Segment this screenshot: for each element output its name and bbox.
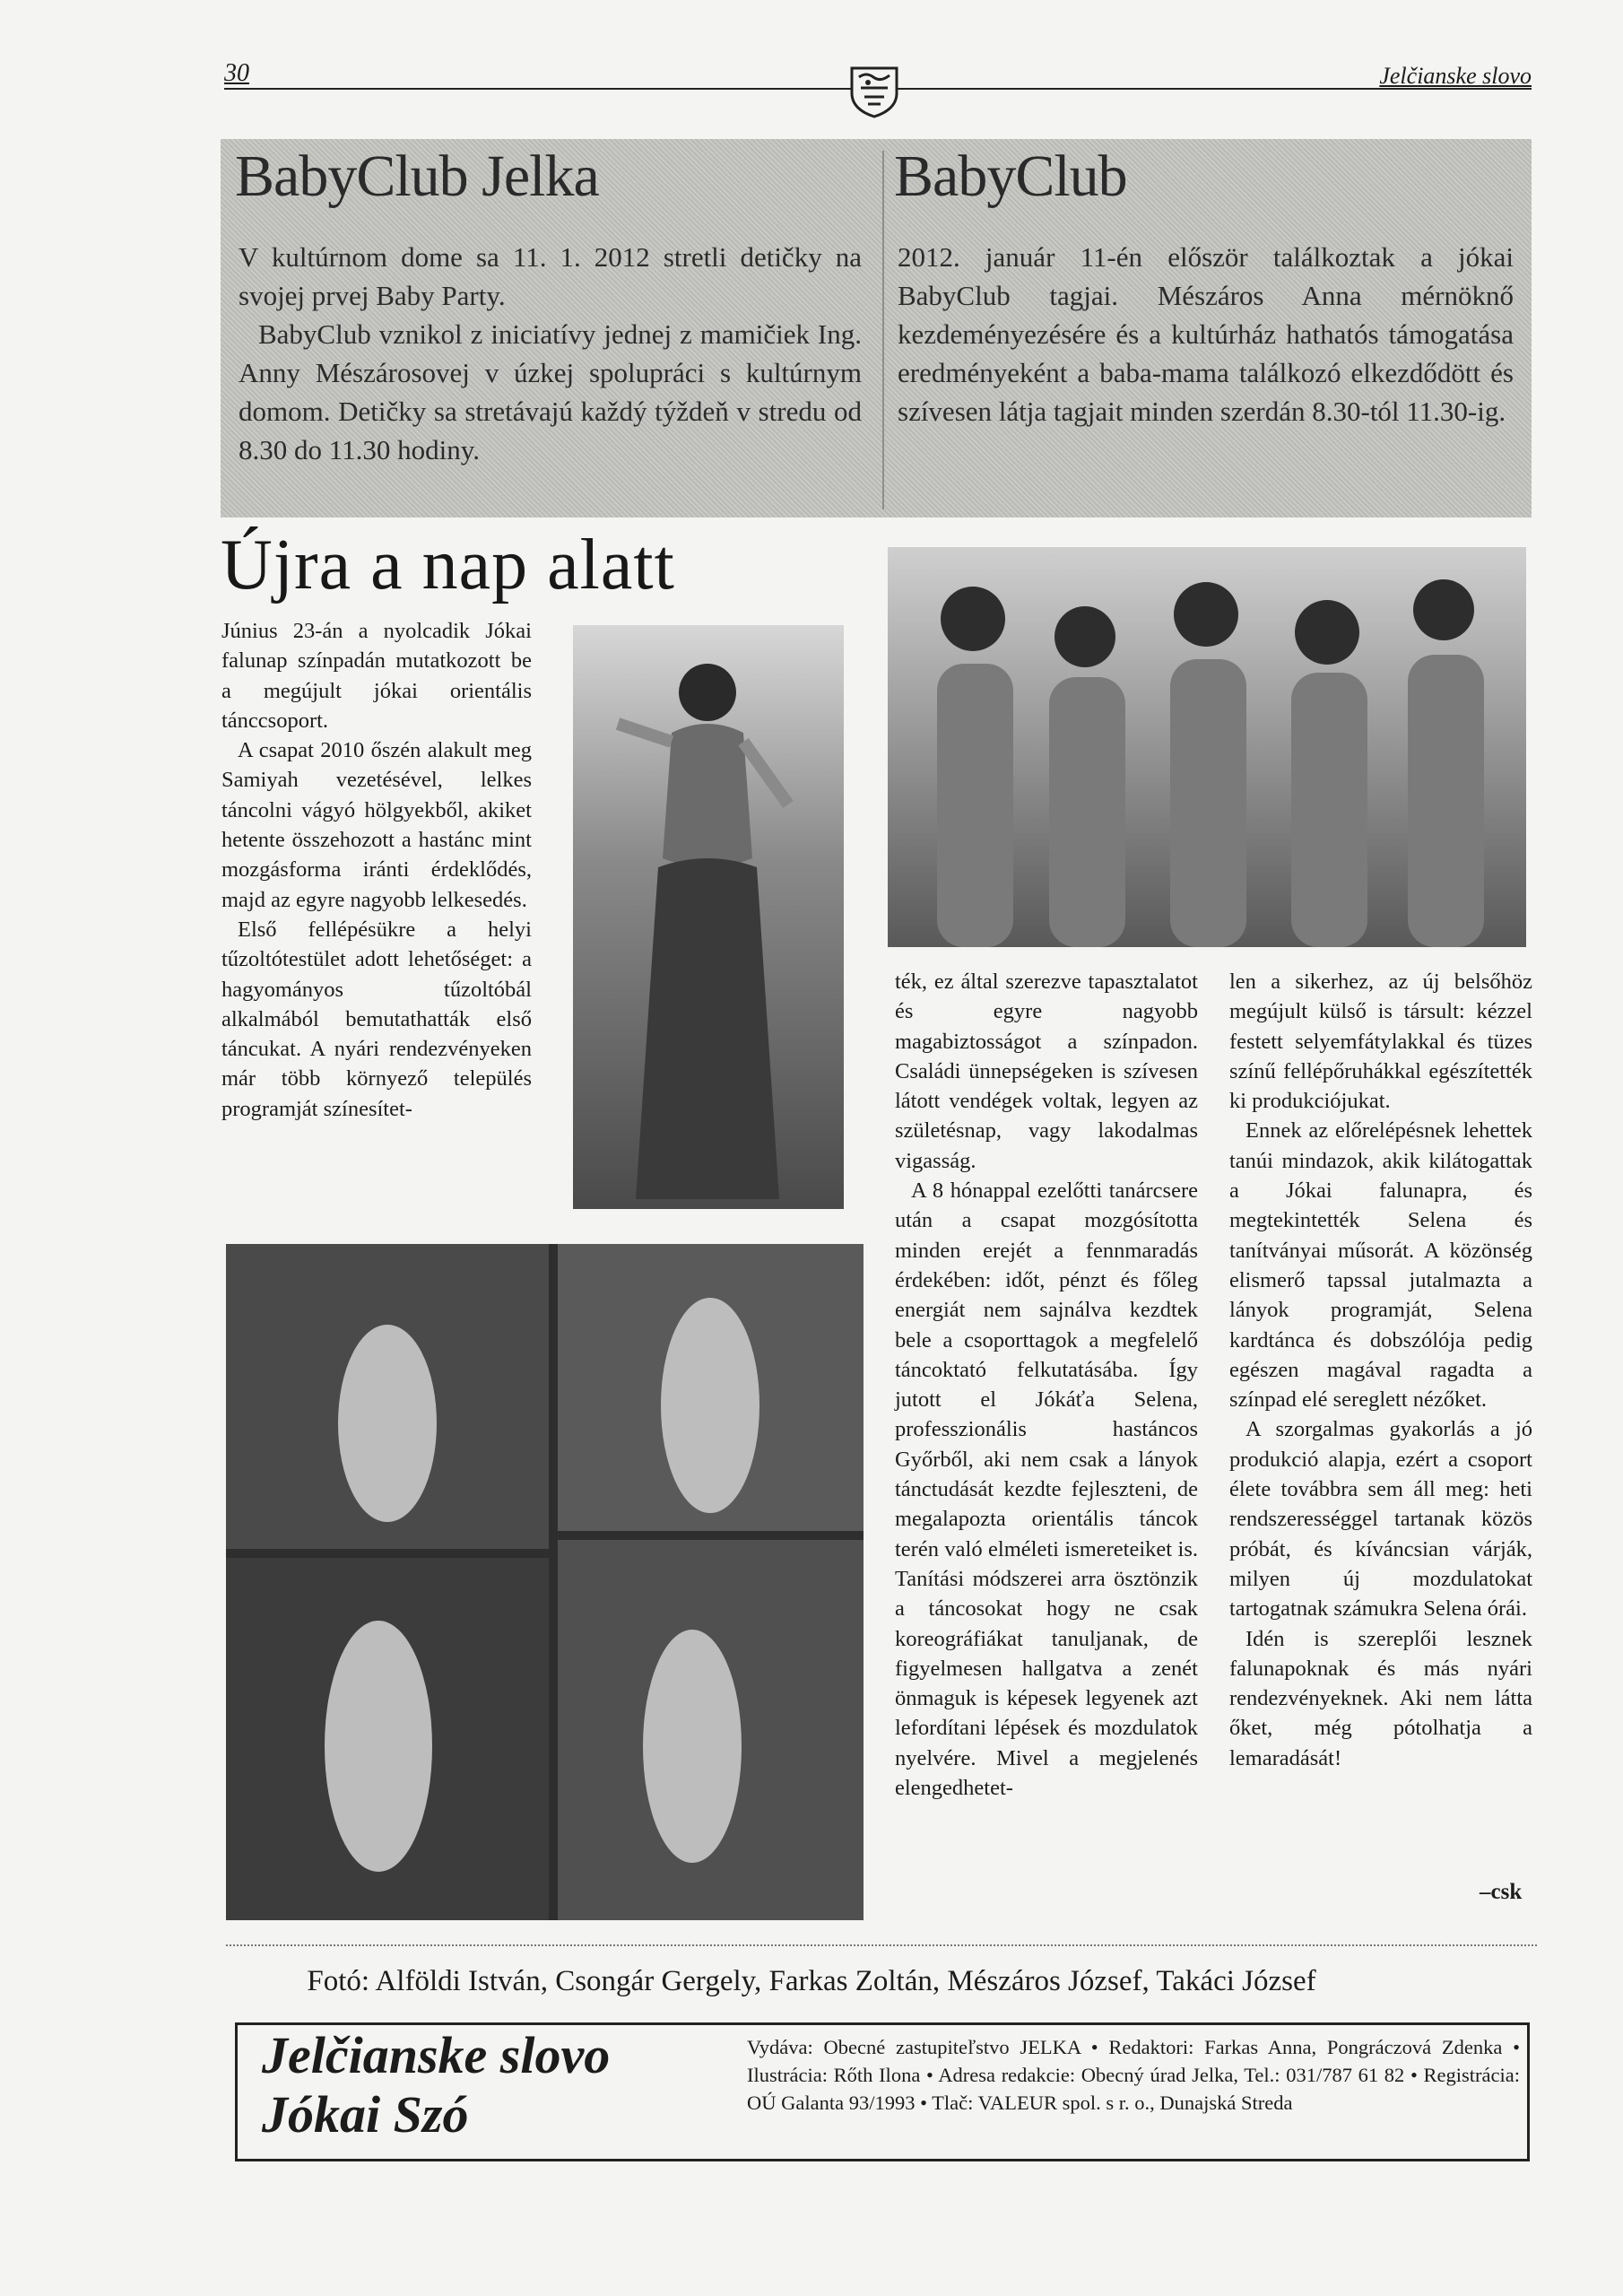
article-paragraph: len a sikerhez, az új belsőhöz megújult külső is társult: kézzel festett selyemfátylakkal és tüzes színű fellépőruhákkal egészítették ki produkciójukat. <box>1229 970 1532 1114</box>
babyclub-divider <box>882 151 884 509</box>
babyclub-slovak-paragraph: BabyClub vznikol z iniciatívy jednej z mamičiek Ing. Anny Mészárosovej v úzkej spolupráci s kultúrnym domom. Detičky sa stretávajú každý týždeň v stredu od 8.30 do 11.30 hodiny. <box>239 318 862 465</box>
page-number: 30 <box>224 59 249 87</box>
article-title: Újra a nap alatt <box>221 526 675 604</box>
article-column-3 <box>1229 967 1532 1773</box>
coat-of-arms-icon <box>848 63 900 118</box>
article-paragraph: A csapat 2010 őszén alakult meg Samiyah vezetésével, lelkes táncolni vágyó hölgyekből, akiket hetente összehozott a hastánc mint mozgásforma iránti érdeklődés, majd az egyre nagyobb lelkesedés. <box>221 738 532 912</box>
babyclub-slovak-title: BabyClub Jelka <box>235 144 599 209</box>
article-paragraph: Idén is szereplői lesznek falunapoknak és más nyári rendezvényeknek. Aki nem látta őket, még pótolhatja a lemaradását! <box>1229 1626 1532 1770</box>
babyclub-slovak-text <box>239 238 862 469</box>
article-column-2 <box>895 967 1198 1803</box>
photo-dancer-soloist <box>573 625 844 1209</box>
babyclub-slovak <box>221 139 880 517</box>
header-title: Jelčianske slovo <box>1379 63 1532 89</box>
footer-dotted-rule <box>226 1944 1537 1948</box>
article-column-1 <box>221 616 532 1124</box>
photo-collage-dancers <box>226 1244 864 1920</box>
article-signature: –csk <box>1480 1880 1523 1904</box>
babyclub-section <box>221 139 1532 517</box>
article-paragraph: Ennek az előrelépésnek lehettek tanúi mindazok, akik kilátogattak a Jókai falunapra, és megtekintették Selena és tanítványai műsorát. A közönség elismerő tapssal jutalmazta a lányok programját, Selena kardtánca és dobszólója pedig egészen magával ragadta a színpad elé sereglett nézőket. <box>1229 1118 1532 1413</box>
babyclub-hungarian <box>880 139 1532 517</box>
article-paragraph: A 8 hónappal ezelőtti tanárcsere után a csapat mozgósította minden erejét a fennmaradás érdekében: időt, pénzt és főleg energiát nem sajnálva kezdtek bele a csoporttagok a megfelelő táncoktató felkutatásába. Így jutott el Jókáťa Selena, professzionális hastáncos Győrből, aki nem csak a lányok tánctudását kezdte fejleszteni, de megalapozta orientális táncok terén való elméleti ismereteiket is. Tanítási módszerei arra ösztönzik a táncosokat hogy ne csak koreográfiákat tanuljanak, de figyelmesen hallgatva a zenét önmaguk is képesek legyenek azt lefordítani lépések és mozdulatok nyelvére. Mivel a megjelenés elengedhetet- <box>895 1178 1198 1801</box>
article-paragraph: Első fellépésükre a helyi tűzoltótestület adott lehetőséget: a hagyományos tűzoltóbál alkalmából bemutathatták első táncukat. A nyári rendezvényeken már több környező település programját színesítet- <box>221 917 532 1121</box>
masthead-title-slovak: Jelčianske slovo <box>262 2026 611 2084</box>
article-paragraph: ték, ez által szerezve tapasztalatot és egyre nagyobb magabiztosságot a színpadon. Családi ünnepségeken is szívesen látott vendégek voltak, legyen az születésnap, vagy lakodalmas vigasság. <box>895 970 1198 1173</box>
photo-credit: Fotó: Alföldi István, Csongár Gergely, Farkas Zoltán, Mészáros József, Takáci József <box>307 1965 1316 1997</box>
babyclub-hungarian-text <box>898 238 1514 430</box>
photo-dance-group <box>888 547 1526 947</box>
article-paragraph: A szorgalmas gyakorlás a jó produkció alapja, ezért a csoport élete továbbra sem áll meg: heti rendszerességgel tartanak közös próbát, és kíváncsian várják, milyen új mozdulatokat tartogatnak számukra Selena órái. <box>1229 1417 1532 1622</box>
article-paragraph: Június 23-án a nyolcadik Jókai falunap színpadán mutatkozott be a megújult jókai orientális tánccsoport. <box>221 619 532 733</box>
babyclub-hungarian-title: BabyClub <box>894 144 1127 209</box>
masthead-title-hungarian: Jókai Szó <box>262 2085 469 2144</box>
babyclub-hungarian-paragraph: 2012. január 11-én először találkoztak a jókai BabyClub tagjai. Mészáros Anna mérnöknő kezdeményezésére és a kultúrház hathatós támogatása eredményeként a baba-mama találkozó elkezdődött és szívesen látja tagjait minden szerdán 8.30-tól 11.30-ig. <box>898 241 1514 427</box>
masthead-info: Vydáva: Obecné zastupiteľstvo JELKA • Redaktori: Farkas Anna, Pongráczová Zdenka • Ilustrácia: Rőth Ilona • Adresa redakcie: Obecný úrad Jelka, Tel.: 031/787 61 82 • Registrácia: OÚ Galanta 93/1993 • Tlač: VALEUR spol. s r. o., Dunajská Streda <box>747 2036 1520 2114</box>
babyclub-slovak-paragraph: V kultúrnom dome sa 11. 1. 2012 stretli detičky na svojej prvej Baby Party. <box>239 241 862 311</box>
